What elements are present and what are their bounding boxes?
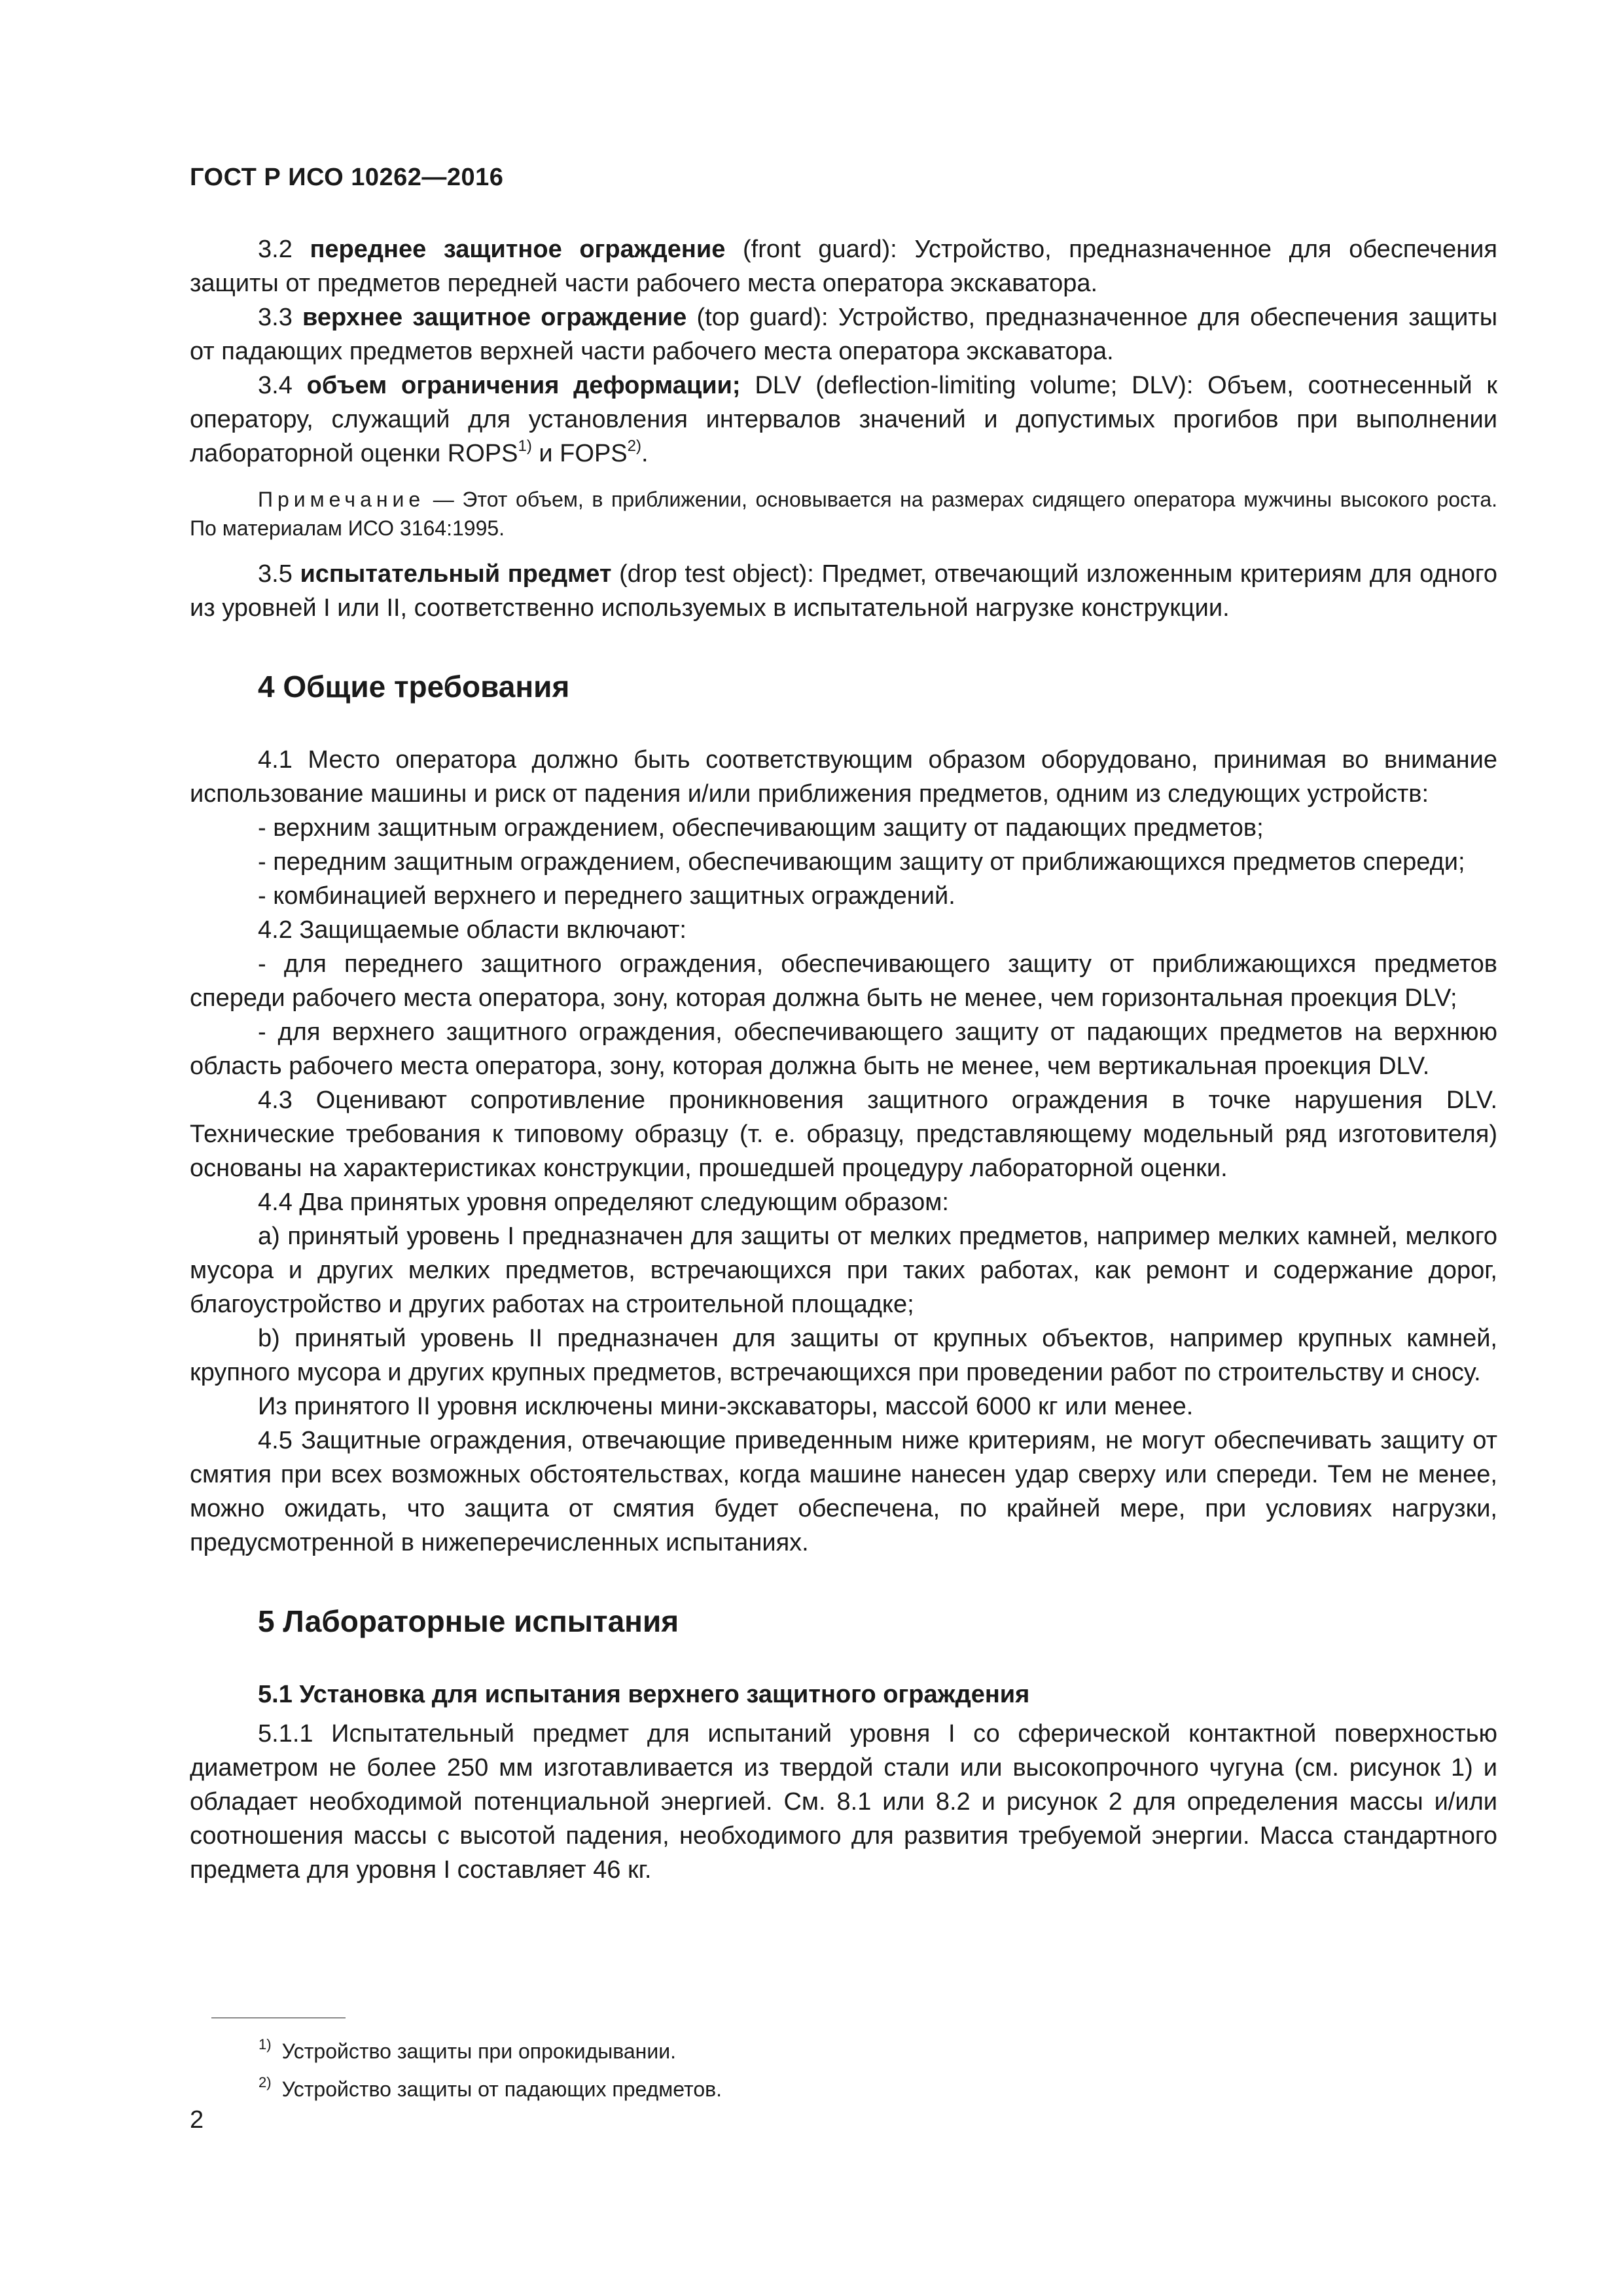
note	[190, 485, 1497, 543]
clause-number: 3.2	[258, 236, 293, 263]
paragraph-5-1-1: 5.1.1 Испытательный предмет для испытаний уровня I со сферической контактной поверхностью диаметром не более 250 мм изготавливается из твердой стали или высокопрочного чугуна (см. рисунок 1) и обладает необходимой потенциальной энергией. См. 8.1 или 8.2 и рисунок 2 для определения массы и/или соотношения массы с высотой падения, необходимого для развития требуемой энергии. Масса стандартного предмета для уровня I составляет 46 кг.	[190, 1720, 1497, 1884]
defined-term: верхнее защитное ограждение	[302, 304, 687, 331]
section-5-heading: 5 Лабораторные испытания	[258, 1604, 679, 1638]
defined-term: испытательный предмет	[300, 560, 612, 588]
paragraph-4-2: 4.2 Защищаемые области включают:	[258, 916, 687, 944]
definition-text: (top guard): Устройство, предназначенное для обеспечения защиты от падающих предметов верхней части рабочего места оператора экскаватора.	[190, 304, 1498, 365]
page-header-standard: ГОСТ Р ИСО 10262—2016	[190, 164, 504, 191]
footnotes	[259, 2032, 1436, 2108]
list-item: - верхним защитным ограждением, обеспечивающим защиту от падающих предметов;	[258, 814, 1264, 842]
footnote-text: Устройство защиты от падающих предметов.	[281, 2077, 722, 2101]
definition-3-2	[190, 232, 1497, 300]
list-item: - передним защитным ограждением, обеспечивающим защиту от приближающихся предметов спереди;	[258, 848, 1465, 876]
document-body	[190, 232, 1497, 1887]
paragraph-4-5: 4.5 Защитные ограждения, отвечающие приведенным ниже критериям, не могут обеспечивать защиту от смятия при всех возможных обстоятельствах, когда машине нанесен удар сверху или спереди. Тем не менее, можно ожидать, что защита от смятия будет обеспечена, по крайней мере, при условиях нагрузки, предусмотренной в нижеперечисленных испытаниях.	[190, 1427, 1497, 1556]
clause-number: 3.3	[258, 304, 293, 331]
clause-number: 3.5	[258, 560, 293, 588]
footnote-text: Устройство защиты при опрокидывании.	[281, 2039, 676, 2063]
footnote-mark: 1)	[259, 2036, 272, 2053]
definition-3-5	[190, 557, 1497, 625]
definition-text: (front guard): Устройство, предназначенное для обеспечения защиты от предметов передней части рабочего места оператора экскаватора.	[190, 236, 1497, 297]
paragraph: Из принятого II уровня исключены мини-экскаваторы, массой 6000 кг или менее.	[258, 1393, 1194, 1420]
defined-term: объем ограничения деформации;	[306, 372, 741, 399]
footnote-1	[259, 2032, 1436, 2070]
list-item: - для верхнего защитного ограждения, обеспечивающего защиту от падающих предметов на верхнюю область рабочего места оператора, зону, которая должна быть не менее, чем вертикальная проекция DLV.	[190, 1018, 1497, 1080]
definition-3-3	[190, 300, 1497, 368]
note-label: Примечание	[258, 488, 425, 511]
definition-text: .	[641, 440, 649, 467]
paragraph-4-3: 4.3 Оценивают сопротивление проникновения защитного ограждения в точке нарушения DLV. Технические требования к типовому образцу (т. е. образцу, представляющему модельный ряд изготовителя) основаны на характеристиках конструкции, прошедшей процедуру лабораторной оценки.	[190, 1086, 1497, 1182]
note-dash: —	[425, 488, 463, 511]
list-item: b) принятый уровень II предназначен для защиты от крупных объектов, например крупных камней, крупного мусора и других крупных предметов, встречающихся при проведении работ по строительству и сносу.	[190, 1325, 1497, 1386]
list-item: a) принятый уровень I предназначен для защиты от мелких предметов, например мелких камней, мелкого мусора и других мелких предметов, встречающихся при таких работах, как ремонт и содержание дорог, благоустройство и других работах на строительной площадке;	[190, 1223, 1497, 1318]
footnote-2	[259, 2070, 1436, 2108]
definition-3-4	[190, 368, 1497, 471]
definition-text: DLV (deflection-limiting volume; DLV): Объем, соотнесенный к оператору, служащий для установления интервалов значений и допустимых прогибов при выполнении лабораторной оценки ROPS	[190, 372, 1497, 467]
definition-text: (drop test object): Предмет, отвечающий изложенным критериям для одного из уровней I или II, соответственно используемых в испытательной нагрузке конструкции.	[190, 560, 1497, 622]
footnote-separator	[211, 2017, 346, 2018]
paragraph-4-4: 4.4 Два принятых уровня определяют следующим образом:	[258, 1189, 949, 1216]
list-item: - для переднего защитного ограждения, обеспечивающего защиту от приближающихся предметов спереди рабочего места оператора, зону, которая должна быть не менее, чем горизонтальная проекция DLV;	[190, 950, 1497, 1012]
definition-text: и FOPS	[531, 440, 628, 467]
list-item: - комбинацией верхнего и переднего защитных ограждений.	[258, 882, 955, 910]
footnote-ref-1: 1)	[518, 437, 532, 455]
footnote-mark: 2)	[259, 2074, 272, 2090]
subsection-5-1-heading: 5.1 Установка для испытания верхнего защитного ограждения	[258, 1681, 1030, 1708]
clause-number: 3.4	[258, 372, 293, 399]
section-4-heading: 4 Общие требования	[258, 670, 570, 704]
note-text: Этот объем, в приближении, основывается на размерах сидящего оператора мужчины высокого роста. По материалам ИСО 3164:1995.	[190, 488, 1498, 540]
footnote-ref-2: 2)	[627, 437, 641, 455]
paragraph-4-1: 4.1 Место оператора должно быть соответствующим образом оборудовано, принимая во внимание использование машины и риск от падения и/или приближения предметов, одним из следующих устройств:	[190, 746, 1497, 808]
page-number: 2	[190, 2106, 204, 2134]
defined-term: переднее защитное ограждение	[310, 236, 726, 263]
